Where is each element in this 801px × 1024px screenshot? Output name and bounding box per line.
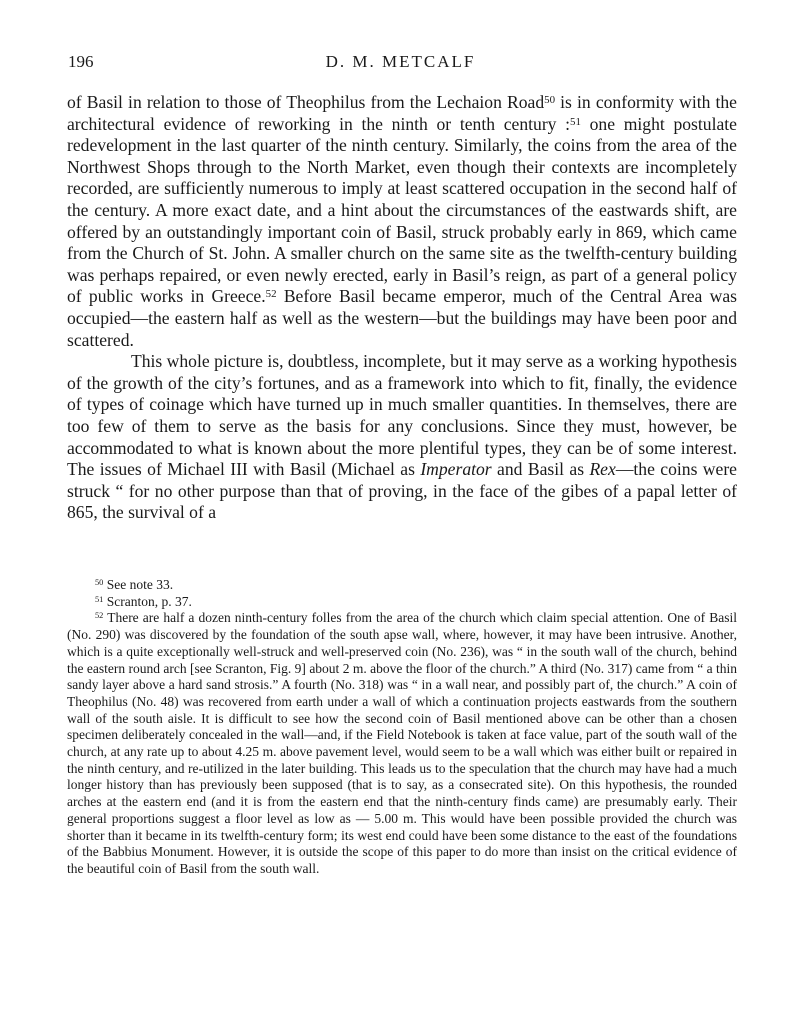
paragraph-2-text-a: This whole picture is, doubtless, incomplete, but it may serve as a working hypothesis of the growth of the city’s fortunes, and as a framework into which to fit, finally, the evidence of types of coinage which have turned up in much smaller quantities. In themselves, there are too few of them to serve as the basis for any conclusions. Since they must, however, be accommodated to what is known about the more plentiful types, they can be of some interest. The issues of Michael III with Basil (Michael as [67, 351, 737, 480]
footnote-ref-50: 50 [544, 94, 556, 107]
footnote-52-text: There are half a dozen ninth-century folles from the area of the church which claim special attention. One of Basil (No. 290) was discovered by the foundation of the south apse wall, where, however, it may have been intrusive. Another, which is a quite exceptionally well-struck and well-preserved coin (No. 236), was “ in the south wall of the church, behind the eastern round arch [see Scranton, Fig. 9] about 2 m. above the floor of the church.” A third (No. 317) came from “ a thin sandy layer above a hard sand strosis.” A fourth (No. 318) was “ in a wall near, and possibly part of, the church.” A coin of Theophilus (No. 48) was recovered from earth under a wall of which a continuation projects eastwards from the southern wall of the south aisle. It is difficult to see how the second coin of Basil mentioned above can be other than a chosen specimen deliberately concealed in the wall—and, if the Field Notebook is taken at face value, part of the south wall of the church, at any rate up to about 4.25 m. above pavement level, would seem to be a wall which was either built or repaired in the ninth century, and re-utilized in the later building. This leads us to the speculation that the church may have had a much longer history than has previously been supposed (that is to say, as a consecrated site). On this hypothesis, the rounded arches at the eastern end (and it is from the eastern end that the ninth-century finds came) are presumably early. Their general proportions suggest a floor level as low as — 5.00 m. This would have been possible provided the church was shorter than it became in its twelfth-century form; its west end could have been some distance to the east of the foundations of the Babbius Monument. However, it is outside the scope of this paper to do more than insist on the critical evidence of the beautiful coin of Basil from the south wall. [67, 610, 737, 876]
paragraph-1 [67, 92, 737, 351]
footnote-51-number: 51 [95, 594, 104, 604]
footnote-ref-51: 51 [570, 115, 581, 128]
paragraph-2-text-b: and Basil as [491, 459, 590, 480]
page-number: 196 [68, 52, 94, 71]
page-header [67, 52, 734, 76]
footnote-50 [67, 577, 737, 594]
footnote-50-number: 50 [95, 578, 104, 588]
footnote-51-text: Scranton, p. 37. [103, 593, 192, 609]
footnote-52 [67, 610, 737, 877]
footnotes [67, 577, 737, 878]
running-head-author: D. M. METCALF [325, 52, 476, 71]
paragraph-2-text-c: —the coins were struck “ for no other purpose than that of proving, in the face of the gibes of a papal letter of 865, the survival of a [67, 459, 737, 523]
footnote-ref-52: 52 [265, 288, 277, 301]
paragraph-1-text-d: Before Basil became emperor, much of the Central Area was occupied—the eastern half as well as the western—but the buildings may have been poor and scattered. [67, 286, 737, 350]
paragraph-2 [67, 351, 737, 524]
footnote-51 [67, 594, 737, 611]
italic-imperator: Imperator [420, 459, 492, 480]
paragraph-1-text-c: one might postulate redevelopment in the last quarter of the ninth century. Similarly, the coins from the area of the Northwest Shops through to the North Market, even though their contexts are incompletely recorded, are sufficiently numerous to imply at least scattered occupation in the second half of the century. A more exact date, and a hint about the circumstances of the eastwards shift, are offered by an outstandingly important coin of Basil, struck probably early in 869, which came from the Church of St. John. A smaller church on the same site as the twelfth-century building was perhaps repaired, or even newly erected, early in Basil’s reign, as part of a general policy of public works in Greece. [67, 113, 737, 307]
italic-rex: Rex [589, 459, 616, 480]
main-text [67, 92, 737, 524]
paragraph-1-text-a: of Basil in relation to those of Theophilus from the Lechaion Road [67, 92, 545, 112]
paragraph-1-text-b: is in conformity with the architectural evidence of reworking in the ninth or tenth century : [67, 92, 737, 134]
footnote-50-text: See note 33. [103, 577, 174, 592]
footnote-52-number: 52 [95, 611, 104, 621]
